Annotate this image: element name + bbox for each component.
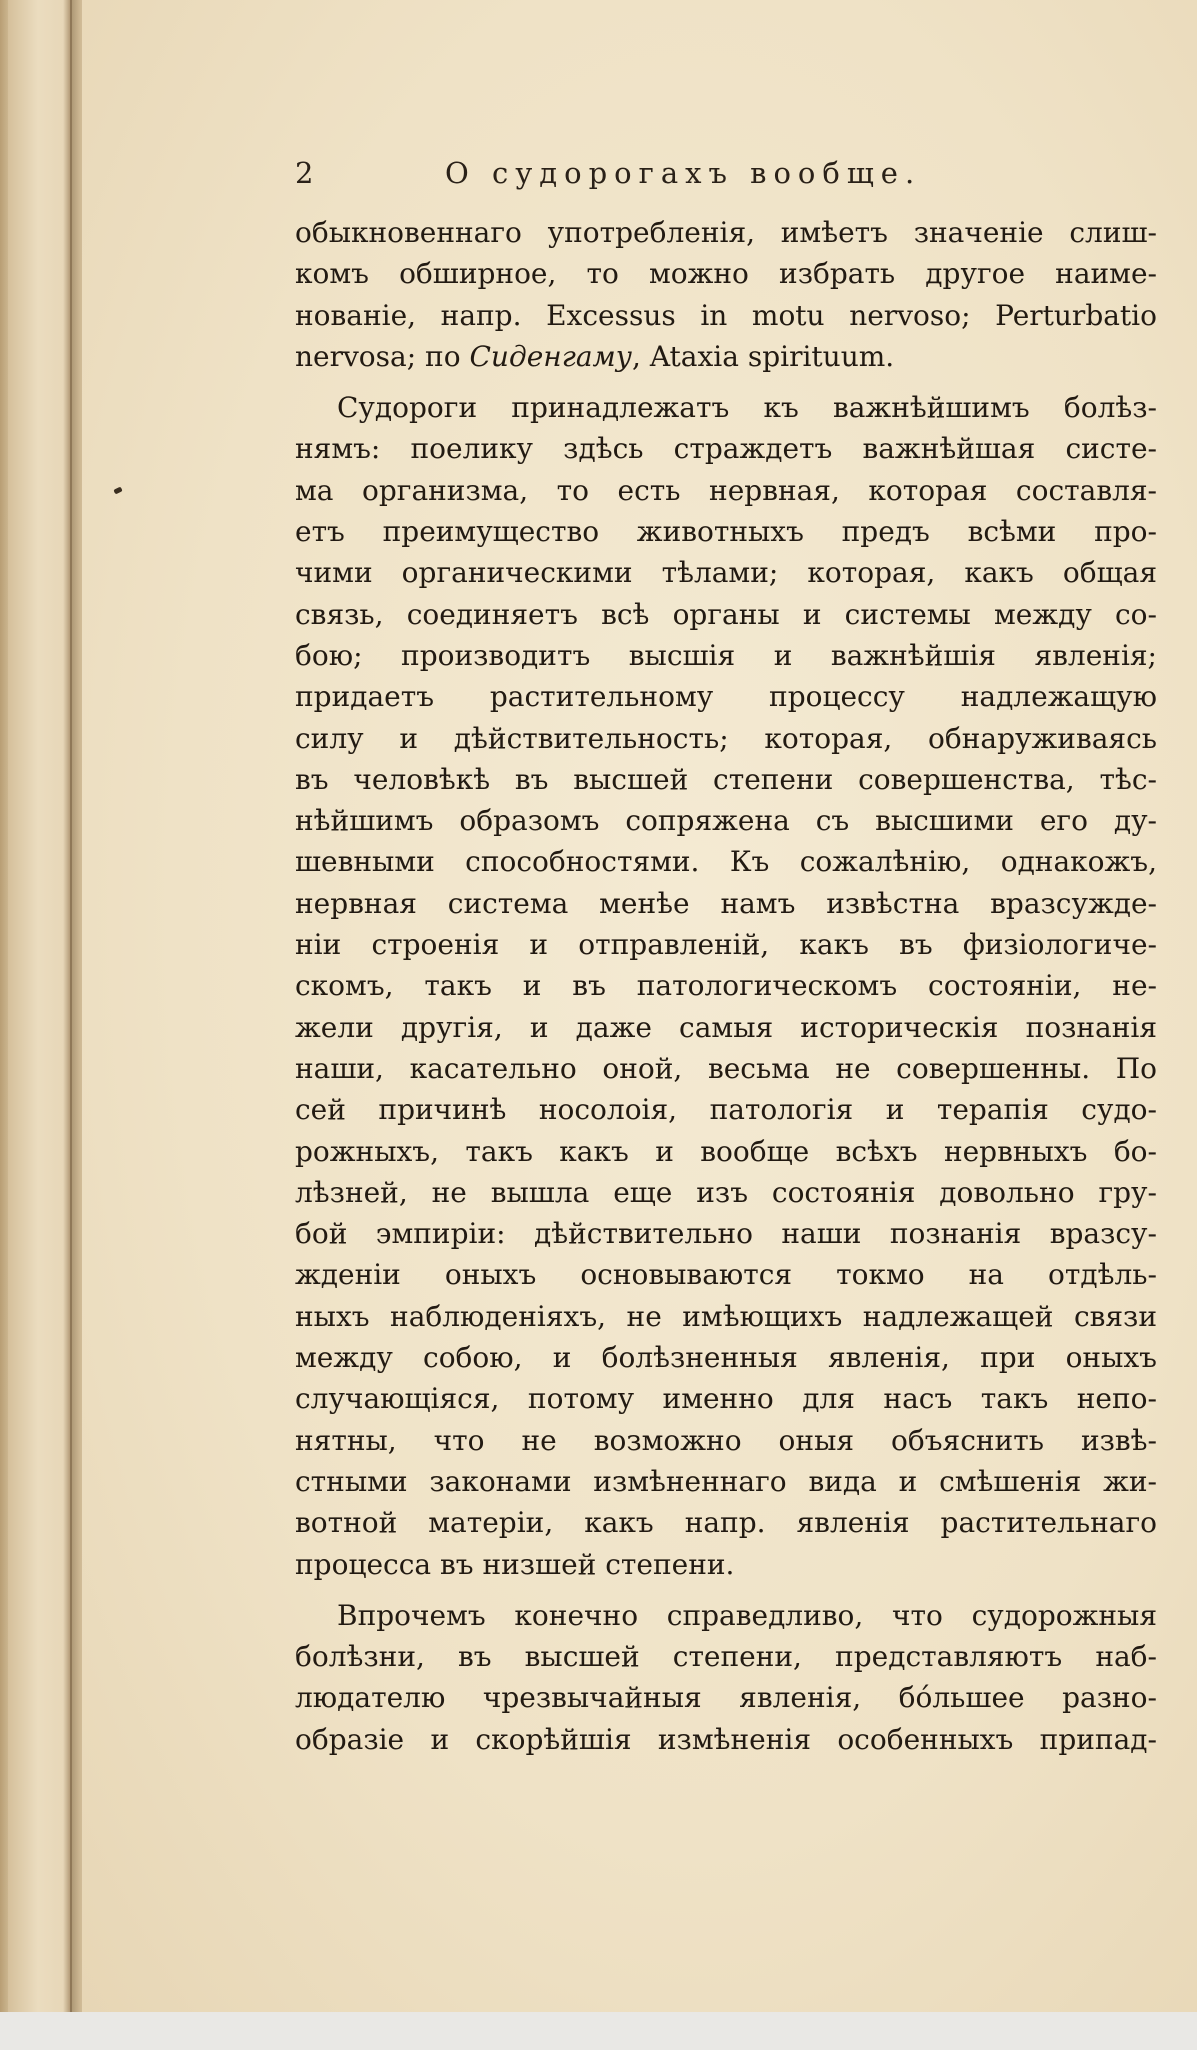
text-run: , Ataxia spirituum. bbox=[632, 339, 895, 373]
text-line: Впрочемъ конечно справедливо, что судорожныя bbox=[337, 1598, 1157, 1632]
text-line: въ человѣкѣ въ высшей степени совершенства, тѣс- bbox=[295, 762, 1157, 796]
paragraph-2 bbox=[295, 387, 1157, 1585]
text-line: ніи строенія и отправленій, какъ въ физіологиче- bbox=[295, 928, 1157, 962]
text-line: нѣйшимъ образомъ сопряжена съ высшими его ду- bbox=[295, 804, 1157, 838]
text-line: нованіе, напр. Excessus in motu nervoso; Perturbatio bbox=[295, 298, 1157, 332]
text-line: стными законами измѣненнаго вида и смѣшенія жи- bbox=[295, 1464, 1157, 1498]
text-line: сей причинѣ носолоія, патологія и терапія судо- bbox=[295, 1093, 1157, 1127]
text-run: nervosa; по bbox=[295, 339, 470, 373]
text-line: скомъ, такъ и въ патологическомъ состояніи, не- bbox=[295, 969, 1157, 1003]
paragraph-gap bbox=[295, 1585, 1157, 1595]
text-line: между собою, и болѣзненныя явленія, при оныхъ bbox=[295, 1341, 1157, 1375]
text-line: обыкновеннаго употребленія, имѣетъ значеніе слиш- bbox=[295, 216, 1157, 249]
text-line: силу и дѣйствительность; которая, обнаруживаясь bbox=[295, 721, 1157, 755]
text-line: нервная система менѣе намъ извѣстна вразсужде- bbox=[295, 886, 1157, 920]
scan-bottom-margin bbox=[0, 2012, 1197, 2050]
text-line: наши, касательно оной, весьма не совершенны. По bbox=[295, 1051, 1157, 1085]
text-line: вотной матеріи, какъ напр. явленія растительнаго bbox=[295, 1506, 1157, 1540]
paragraph-gap bbox=[295, 377, 1157, 387]
text-line: болѣзни, въ высшей степени, представляютъ наб- bbox=[295, 1640, 1157, 1674]
page-number: 2 bbox=[295, 156, 314, 190]
text-line: лѣзней, не вышла еще изъ состоянія довольно гру- bbox=[295, 1175, 1157, 1209]
text-line: ма организма, то есть нервная, которая составля- bbox=[295, 473, 1157, 507]
facing-page-edge bbox=[8, 0, 72, 2012]
text-line: нятны, что не возможно оныя объяснить извѣ- bbox=[295, 1423, 1157, 1457]
text-line: придаетъ растительному процессу надлежащую bbox=[295, 680, 1157, 714]
text-line: Судороги принадлежатъ къ важнѣйшимъ болѣз- bbox=[337, 391, 1157, 425]
text-line: рожныхъ, такъ какъ и вообще всѣхъ нервныхъ бо- bbox=[295, 1134, 1157, 1168]
text-line: етъ преимущество животныхъ предъ всѣми про- bbox=[295, 515, 1157, 549]
author-name: Сиденгаму bbox=[469, 339, 633, 373]
text-line: процесса въ низшей степени. bbox=[295, 1547, 735, 1581]
paragraph-1 bbox=[295, 212, 1157, 377]
text-line: чими органическими тѣлами; которая, какъ общая bbox=[295, 556, 1157, 590]
text-line: связь, соединяетъ всѣ органы и системы между со- bbox=[295, 597, 1157, 631]
text-line: бой эмпиріи: дѣйствительно наши познанія вразсу- bbox=[295, 1217, 1157, 1251]
text-line: нямъ: поелику здѣсь страждетъ важнѣйшая систе- bbox=[295, 432, 1157, 466]
text-line: бою; производитъ высшія и важнѣйшія явленія; bbox=[295, 638, 1157, 672]
text-line: образіе и скорѣйшія измѣненія особенныхъ припад- bbox=[295, 1722, 1157, 1756]
paragraph-3 bbox=[295, 1595, 1157, 1760]
text-line: жденіи оныхъ основываются токмо на отдѣль- bbox=[295, 1258, 1157, 1292]
text-line: людателю чрезвычайныя явленія, бóльшее разно- bbox=[295, 1681, 1157, 1715]
text-line: случающіяся, потому именно для насъ такъ непо- bbox=[295, 1382, 1157, 1416]
text-line bbox=[295, 336, 1157, 377]
page-header bbox=[295, 156, 1015, 204]
text-line: комъ обширное, то можно избрать другое наиме- bbox=[295, 257, 1157, 291]
text-line: ныхъ наблюденіяхъ, не имѣющихъ надлежащей связи bbox=[295, 1299, 1157, 1333]
text-line: шевными способностями. Къ сожалѣнію, однакожъ, bbox=[295, 845, 1157, 879]
text-line: жели другія, и даже самыя историческія познанія bbox=[295, 1010, 1157, 1044]
running-title: О судорогахъ вообще. bbox=[445, 156, 922, 190]
page-body bbox=[295, 212, 1157, 1760]
